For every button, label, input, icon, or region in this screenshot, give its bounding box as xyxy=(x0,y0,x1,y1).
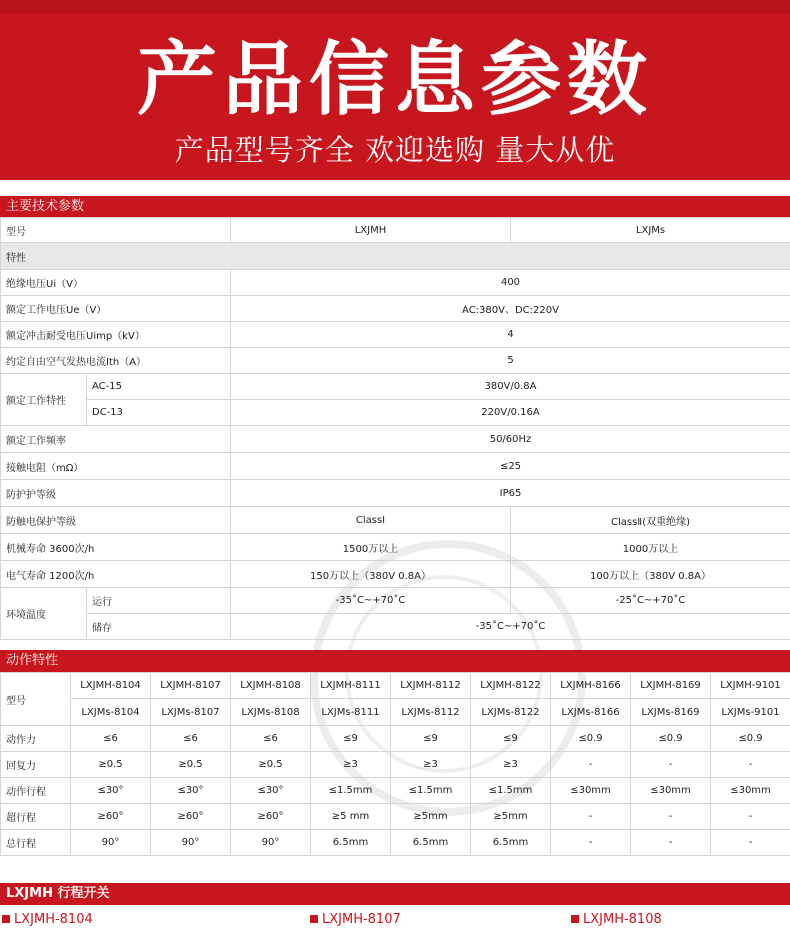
model-cell: LXJMH-8112 xyxy=(391,673,471,699)
action-row xyxy=(1,752,790,778)
action-value-cell: 6.5mm xyxy=(311,830,391,856)
model-cell: LXJMs-8166 xyxy=(551,699,631,726)
model-cell: LXJMs-8122 xyxy=(471,699,551,726)
action-value-cell: ≤0.9 xyxy=(631,726,711,752)
action-value-cell: 90° xyxy=(231,830,311,856)
caption-lxjmh-8107 xyxy=(310,910,401,930)
action-value-cell: ≤1.5mm xyxy=(391,778,471,804)
action-value-cell: ≤1.5mm xyxy=(311,778,391,804)
action-header: 动作特性 xyxy=(0,650,790,672)
action-value-cell: - xyxy=(551,830,631,856)
store-value: -35˚C~+70˚C xyxy=(231,614,790,640)
action-row xyxy=(1,830,790,856)
ui-value: 400 xyxy=(231,270,790,296)
shock-lxjms: ClassⅡ(双重绝缘) xyxy=(511,507,790,534)
header-banner xyxy=(0,0,790,180)
action-value-cell: - xyxy=(631,752,711,778)
action-row xyxy=(1,778,790,804)
action-value-cell: 6.5mm xyxy=(391,830,471,856)
table-row xyxy=(1,480,790,507)
table-row xyxy=(1,507,790,534)
action-value-cell: ≥60° xyxy=(71,804,151,830)
model-cell: LXJMs-8112 xyxy=(391,699,471,726)
action-value-cell: ≤0.9 xyxy=(711,726,790,752)
model-cell: LXJMs-8169 xyxy=(631,699,711,726)
ac15-label: AC-15 xyxy=(87,374,231,400)
action-value-cell: ≥5mm xyxy=(391,804,471,830)
action-value-cell: ≤9 xyxy=(391,726,471,752)
action-value-cell: ≥0.5 xyxy=(231,752,311,778)
action-value-cell: ≤9 xyxy=(311,726,391,752)
mech-lxjmh: 1500万以上 xyxy=(231,534,511,561)
table-row xyxy=(1,561,790,588)
action-value-cell: ≤1.5mm xyxy=(471,778,551,804)
action-row xyxy=(1,804,790,830)
run-label: 运行 xyxy=(87,588,231,614)
main-params-header: 主要技术参数 xyxy=(0,196,790,217)
main-params-table xyxy=(0,217,790,640)
banner-title: 产品信息参数 xyxy=(137,33,653,126)
mech-lxjms: 1000万以上 xyxy=(511,534,790,561)
action-value-cell: - xyxy=(711,804,790,830)
table-row xyxy=(1,453,790,480)
action-value-cell: ≤0.9 xyxy=(551,726,631,752)
freq-value: 50/60Hz xyxy=(231,426,790,453)
action-row-label: 动作行程 xyxy=(1,778,71,804)
model-cell: LXJMH-9101 xyxy=(711,673,790,699)
action-value-cell: - xyxy=(631,830,711,856)
elec-lxjmh: 150万以上（380V 0.8A） xyxy=(231,561,511,588)
action-model-row-lxjms xyxy=(1,699,790,726)
env-label: 环境温度 xyxy=(1,588,87,640)
contact-res-value: ≤25 xyxy=(231,453,790,480)
action-value-cell: ≥0.5 xyxy=(151,752,231,778)
table-row xyxy=(1,400,790,426)
ith-label: 约定自由空气发热电流Ith（A） xyxy=(1,348,231,374)
caption-text: LXJMH-8104 xyxy=(14,912,93,927)
model-cell: LXJMs-8104 xyxy=(71,699,151,726)
footer-header: LXJMH 行程开关 xyxy=(0,883,790,905)
uimp-label: 额定冲击耐受电压Uimp（kV） xyxy=(1,322,231,348)
action-value-cell: ≤30mm xyxy=(711,778,790,804)
mech-label: 机械寿命 3600次/h xyxy=(1,534,231,561)
action-value-cell: ≤30° xyxy=(151,778,231,804)
elec-lxjms: 100万以上（380V 0.8A） xyxy=(511,561,790,588)
model-cell: LXJMH-8111 xyxy=(311,673,391,699)
action-row-label: 总行程 xyxy=(1,830,71,856)
model-cell: LXJMs-8111 xyxy=(311,699,391,726)
action-model-row-lxjmh xyxy=(1,673,790,699)
table-row xyxy=(1,322,790,348)
action-value-cell: ≥0.5 xyxy=(71,752,151,778)
action-value-cell: ≥60° xyxy=(151,804,231,830)
action-value-cell: ≤6 xyxy=(231,726,311,752)
model-lxjms: LXJMs xyxy=(511,218,790,243)
action-value-cell: ≤30mm xyxy=(551,778,631,804)
table-row xyxy=(1,374,790,400)
action-value-cell: ≥5 mm xyxy=(311,804,391,830)
ac15-value: 380V/0.8A xyxy=(231,374,790,400)
caption-lxjmh-8104 xyxy=(2,910,93,930)
action-value-cell: ≥3 xyxy=(391,752,471,778)
run-lxjms: -25˚C~+70˚C xyxy=(511,588,790,614)
action-value-cell: ≤6 xyxy=(151,726,231,752)
table-row xyxy=(1,348,790,374)
model-cell: LXJMH-8122 xyxy=(471,673,551,699)
shock-lxjmh: ClassI xyxy=(231,507,511,534)
table-row xyxy=(1,296,790,322)
characteristics-label: 特性 xyxy=(1,243,790,270)
action-row-label: 动作力 xyxy=(1,726,71,752)
model-cell: LXJMH-8104 xyxy=(71,673,151,699)
ith-value: 5 xyxy=(231,348,790,374)
action-table xyxy=(0,672,790,856)
uimp-value: 4 xyxy=(231,322,790,348)
action-value-cell: 6.5mm xyxy=(471,830,551,856)
action-value-cell: 90° xyxy=(71,830,151,856)
action-value-cell: 90° xyxy=(151,830,231,856)
table-row xyxy=(1,270,790,296)
action-value-cell: ≤30mm xyxy=(631,778,711,804)
model-cell: LXJMH-8166 xyxy=(551,673,631,699)
action-row-label: 超行程 xyxy=(1,804,71,830)
table-row xyxy=(1,588,790,614)
square-bullet-icon xyxy=(571,915,579,923)
action-value-cell: - xyxy=(551,752,631,778)
run-lxjmh: -35˚C~+70˚C xyxy=(231,588,511,614)
dc13-value: 220V/0.16A xyxy=(231,400,790,426)
rated-op-label: 额定工作特性 xyxy=(1,374,87,426)
action-model-label: 型号 xyxy=(1,673,71,726)
action-value-cell: - xyxy=(711,752,790,778)
caption-text: LXJMH-8108 xyxy=(583,912,662,927)
dc13-label: DC-13 xyxy=(87,400,231,426)
table-row xyxy=(1,426,790,453)
banner-subtitle: 产品型号齐全 欢迎选购 量大从优 xyxy=(174,133,616,167)
model-lxjmh: LXJMH xyxy=(231,218,511,243)
contact-res-label: 接触电阻（mΩ） xyxy=(1,453,231,480)
model-row xyxy=(1,218,790,243)
caption-lxjmh-8108 xyxy=(571,910,662,930)
caption-text: LXJMH-8107 xyxy=(322,912,401,927)
model-cell: LXJMH-8107 xyxy=(151,673,231,699)
table-row xyxy=(1,614,790,640)
action-value-cell: - xyxy=(631,804,711,830)
model-cell: LXJMs-9101 xyxy=(711,699,790,726)
table-row xyxy=(1,534,790,561)
action-value-cell: ≥60° xyxy=(231,804,311,830)
action-value-cell: - xyxy=(551,804,631,830)
ue-value: AC:380V、DC:220V xyxy=(231,296,790,322)
banner-top-strip xyxy=(0,0,790,14)
square-bullet-icon xyxy=(2,915,10,923)
ip-label: 防护护等级 xyxy=(1,480,231,507)
ui-label: 绝缘电压Ui（V） xyxy=(1,270,231,296)
model-cell: LXJMH-8108 xyxy=(231,673,311,699)
model-cell: LXJMs-8108 xyxy=(231,699,311,726)
action-value-cell: - xyxy=(711,830,790,856)
square-bullet-icon xyxy=(310,915,318,923)
action-value-cell: ≤30° xyxy=(71,778,151,804)
action-value-cell: ≤30° xyxy=(231,778,311,804)
ue-label: 额定工作电压Ue（V） xyxy=(1,296,231,322)
action-value-cell: ≤9 xyxy=(471,726,551,752)
action-value-cell: ≥5mm xyxy=(471,804,551,830)
action-value-cell: ≤6 xyxy=(71,726,151,752)
model-cell: LXJMs-8107 xyxy=(151,699,231,726)
action-row-label: 回复力 xyxy=(1,752,71,778)
action-row xyxy=(1,726,790,752)
action-value-cell: ≥3 xyxy=(471,752,551,778)
model-cell: LXJMH-8169 xyxy=(631,673,711,699)
freq-label: 额定工作频率 xyxy=(1,426,231,453)
ip-value: IP65 xyxy=(231,480,790,507)
action-value-cell: ≥3 xyxy=(311,752,391,778)
elec-label: 电气寿命 1200次/h xyxy=(1,561,231,588)
model-label: 型号 xyxy=(1,218,231,243)
store-label: 储存 xyxy=(87,614,231,640)
characteristics-row xyxy=(1,243,790,270)
shock-label: 防触电保护等级 xyxy=(1,507,231,534)
